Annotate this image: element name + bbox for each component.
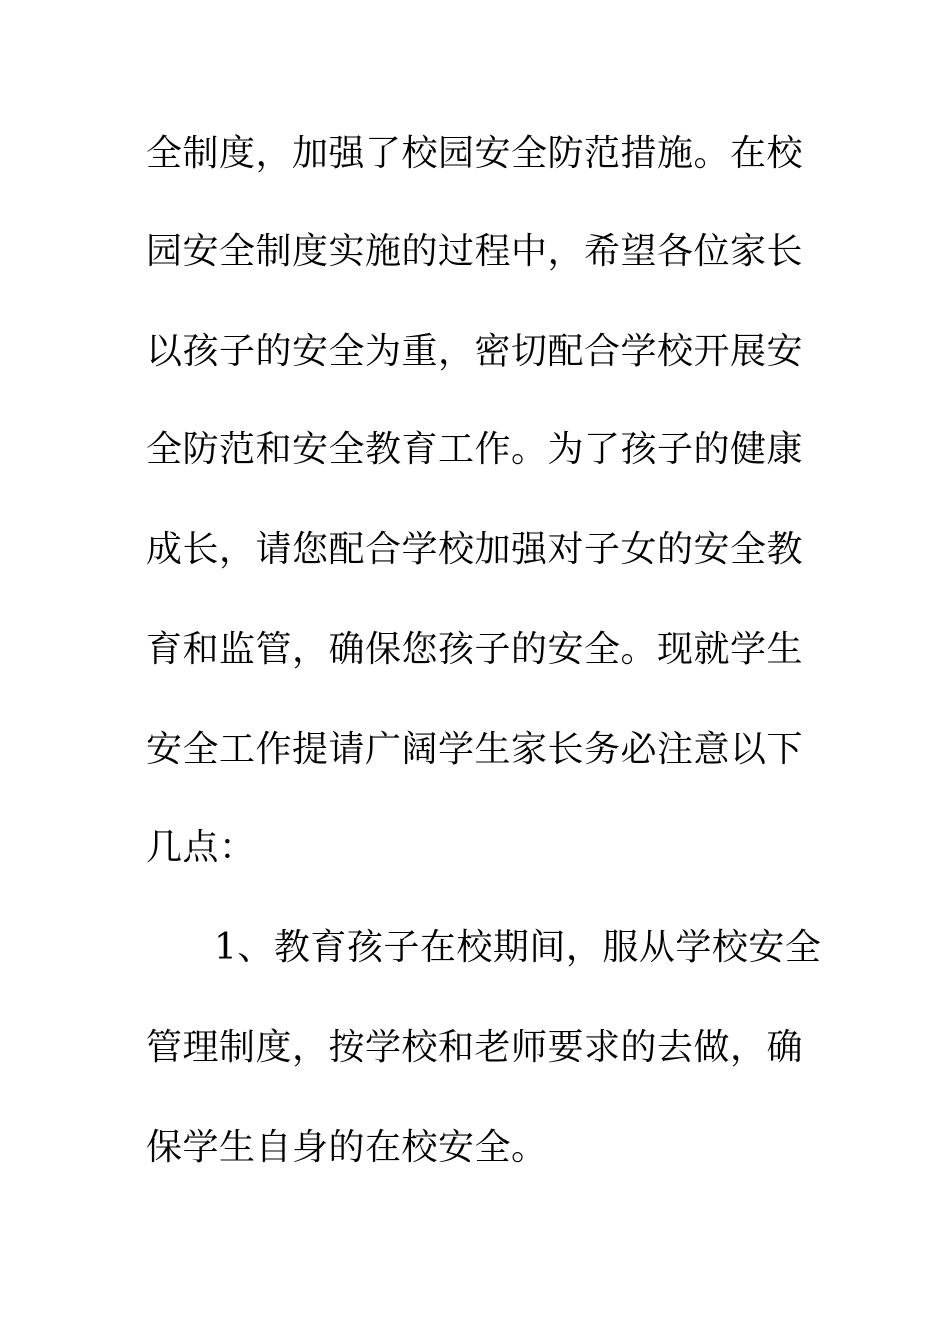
- text-line: 以孩子的安全为重，密切配合学校开展安: [146, 331, 804, 372]
- text-line: 育和监管，确保您孩子的安全。现就学生: [146, 629, 804, 670]
- text-line: 全制度，加强了校园安全防范措施。在校: [146, 133, 804, 174]
- list-item-text: 1、教育孩子在校期间，服从学校安全: [214, 927, 822, 968]
- text-line: 管理制度，按学校和老师要求的去做，确: [146, 1027, 804, 1068]
- text-line: 成长，请您配合学校加强对子女的安全教: [146, 529, 804, 570]
- text-line: 几点：: [146, 827, 256, 868]
- text-line: 安全工作提请广阔学生家长务必注意以下: [146, 729, 804, 770]
- text-line: 园安全制度实施的过程中，希望各位家长: [146, 231, 804, 272]
- text-line: 保学生自身的在校安全。: [146, 1127, 548, 1168]
- text-line: 全防范和安全教育工作。为了孩子的健康: [146, 429, 804, 470]
